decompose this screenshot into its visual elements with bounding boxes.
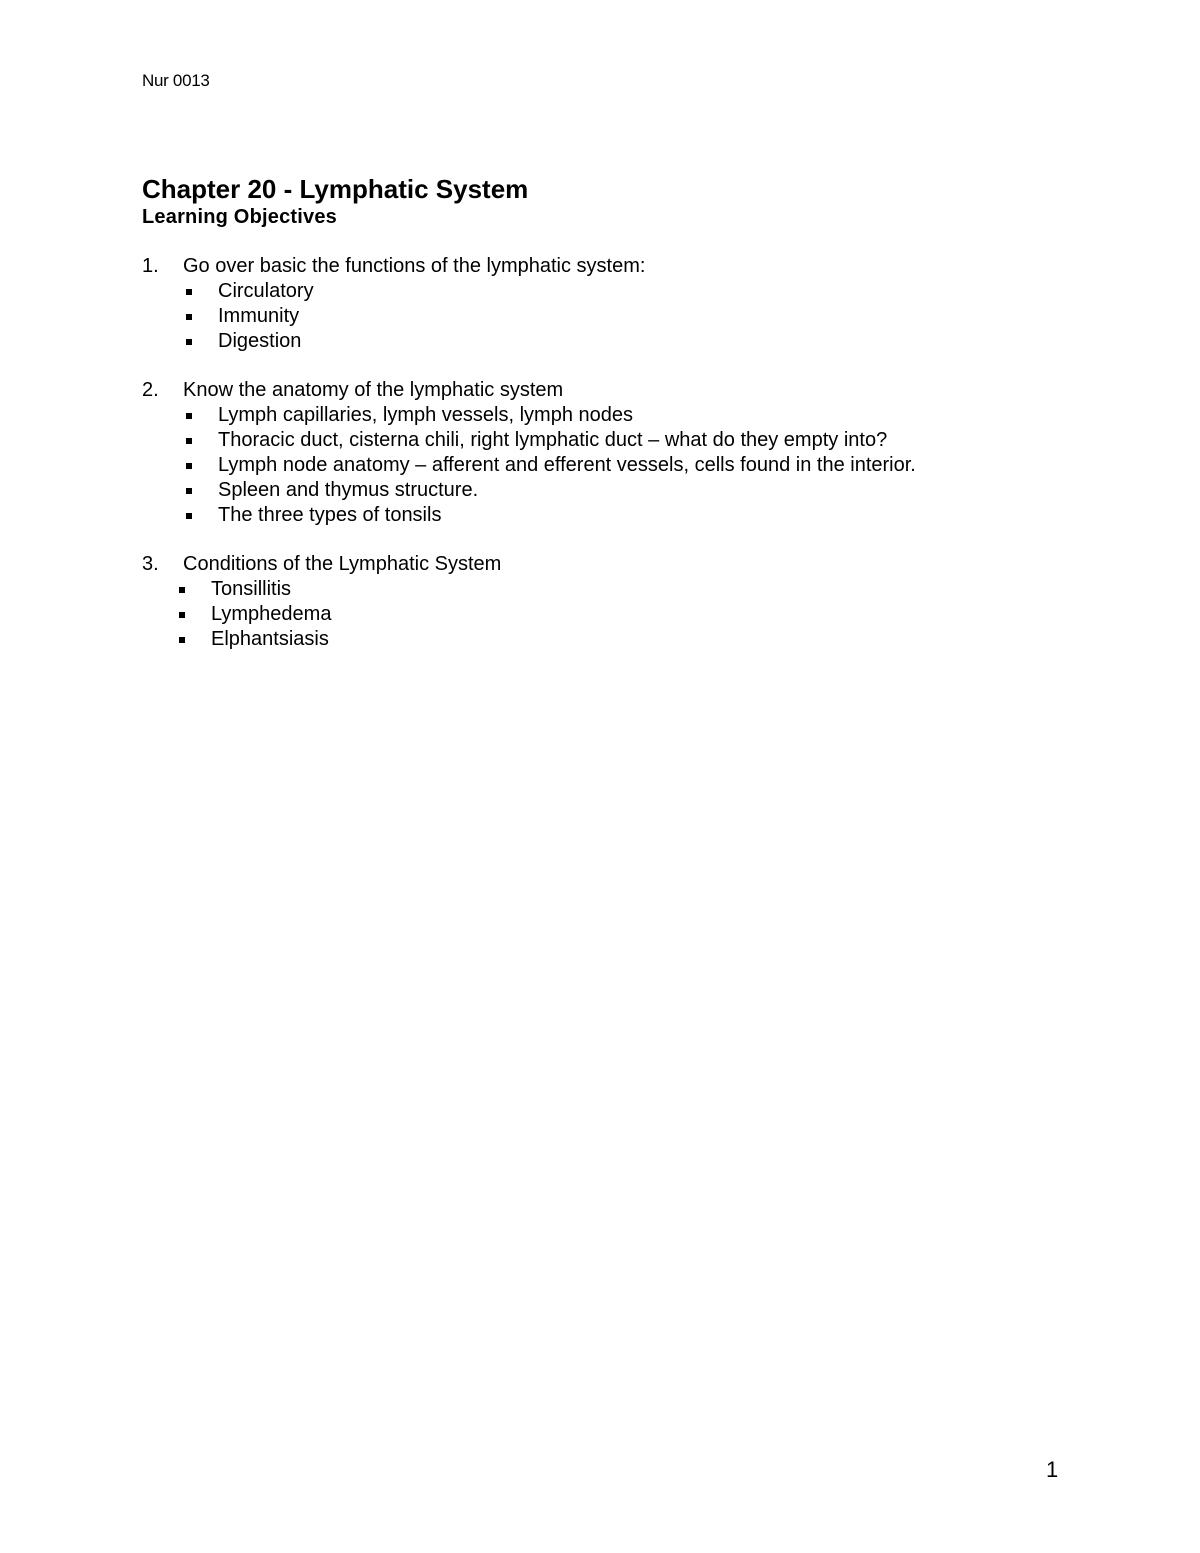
square-bullet-icon [186, 289, 192, 295]
square-bullet-icon [186, 314, 192, 320]
objective-text: Conditions of the Lymphatic System [183, 553, 502, 575]
square-bullet-icon [179, 637, 185, 643]
objective-text: Know the anatomy of the lymphatic system [183, 379, 564, 401]
square-bullet-icon [186, 513, 192, 519]
document-header-label: Nur 0013 [142, 71, 210, 90]
page-number: 1 [1046, 1457, 1059, 1482]
section-subtitle: Learning Objectives [142, 206, 337, 228]
square-bullet-icon [186, 413, 192, 419]
objective-number: 3. [142, 553, 159, 575]
page-title: Chapter 20 - Lymphatic System [142, 174, 529, 204]
square-bullet-icon [186, 339, 192, 345]
objective-number: 2. [142, 379, 159, 401]
square-bullet-icon [179, 612, 185, 618]
square-bullet-icon [186, 438, 192, 444]
square-bullet-icon [186, 463, 192, 469]
objective-number: 1. [142, 255, 159, 277]
objective-text: Go over basic the functions of the lymphatic system: [183, 255, 646, 277]
square-bullet-icon [179, 587, 185, 593]
square-bullet-icon [186, 488, 192, 494]
